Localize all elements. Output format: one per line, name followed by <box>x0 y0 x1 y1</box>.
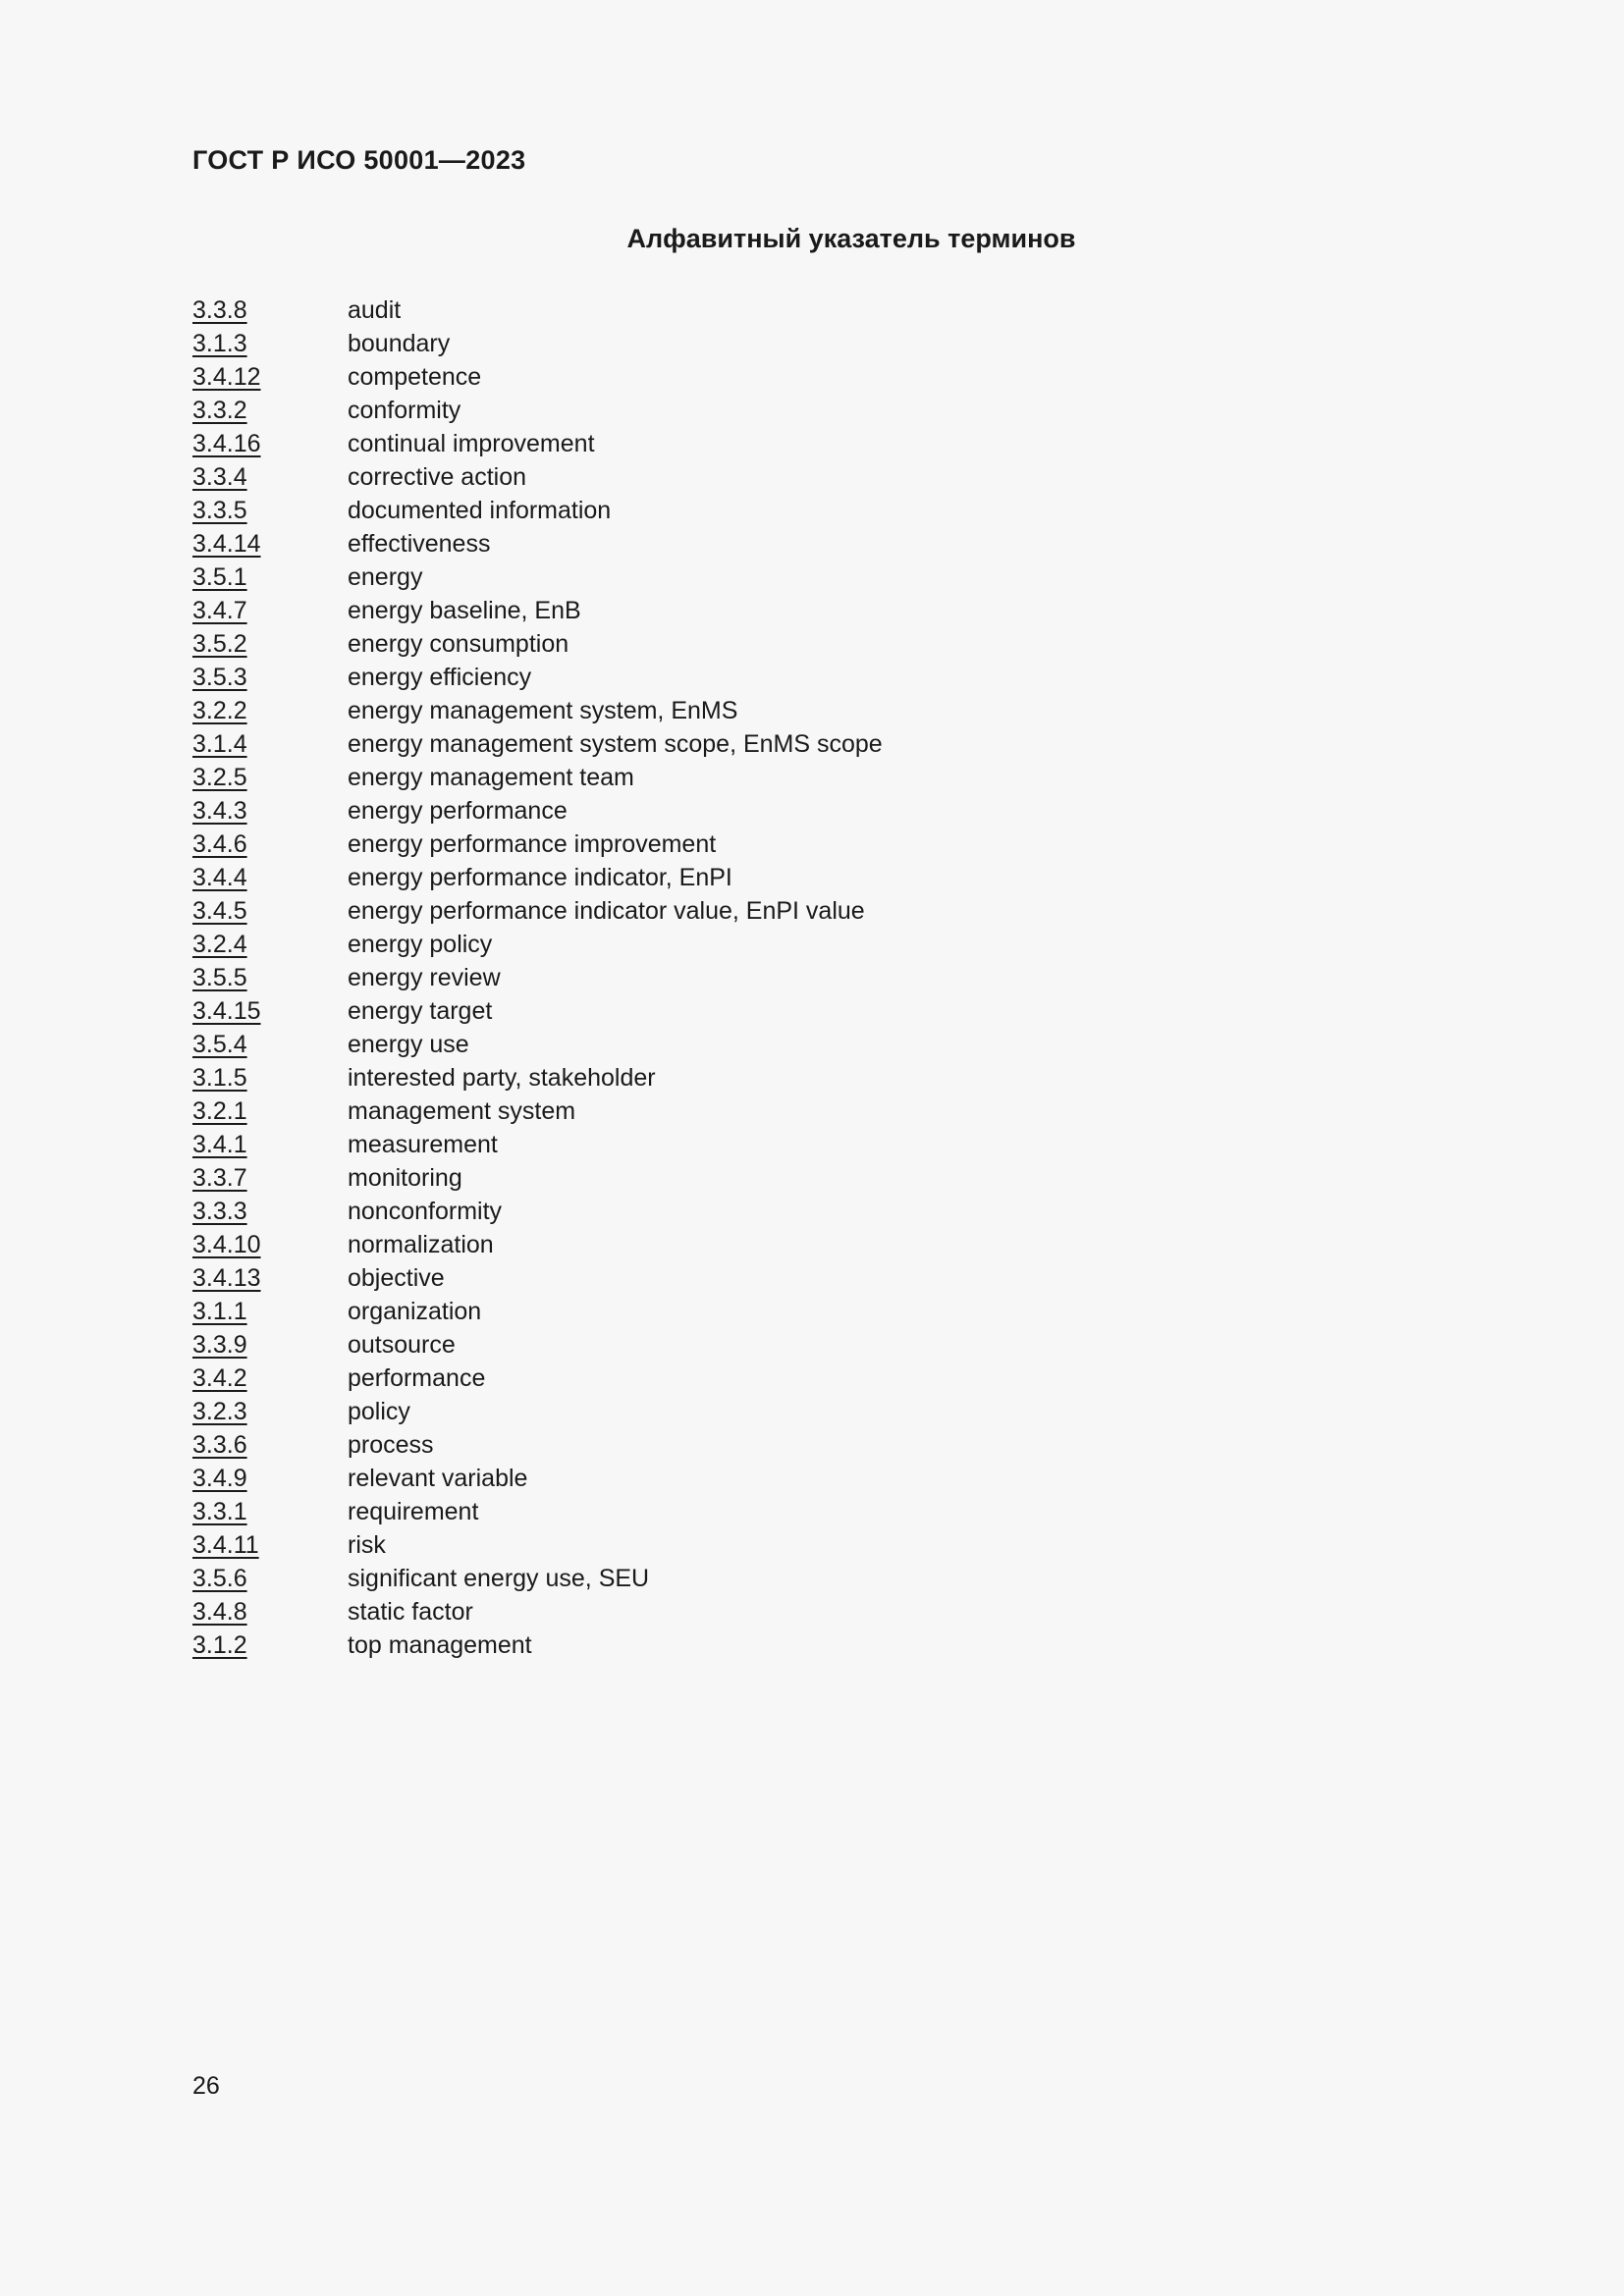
index-ref-link[interactable]: 3.4.7 <box>192 597 247 624</box>
index-ref-link[interactable]: 3.1.3 <box>192 330 247 357</box>
index-term: energy management system scope, EnMS scope <box>348 730 883 758</box>
index-term: policy <box>348 1398 410 1425</box>
index-ref-link[interactable]: 3.4.9 <box>192 1465 247 1492</box>
index-row <box>192 1095 883 1128</box>
index-term: organization <box>348 1298 482 1325</box>
index-row <box>192 794 883 828</box>
index-ref-link[interactable]: 3.1.1 <box>192 1298 247 1325</box>
index-ref-link[interactable]: 3.5.3 <box>192 664 247 691</box>
index-row <box>192 294 883 327</box>
index-ref-link[interactable]: 3.3.7 <box>192 1164 247 1192</box>
index-term: interested party, stakeholder <box>348 1064 656 1092</box>
index-ref-link[interactable]: 3.3.2 <box>192 397 247 424</box>
index-ref-link[interactable]: 3.4.10 <box>192 1231 261 1258</box>
index-ref-link[interactable]: 3.3.8 <box>192 296 247 324</box>
index-term: audit <box>348 296 402 324</box>
index-ref-link[interactable]: 3.3.4 <box>192 463 247 491</box>
index-term: significant energy use, SEU <box>348 1565 650 1592</box>
index-row <box>192 460 883 494</box>
index-ref-link[interactable]: 3.1.5 <box>192 1064 247 1092</box>
index-term: energy consumption <box>348 630 569 658</box>
index-row <box>192 761 883 794</box>
index-ref-link[interactable]: 3.2.2 <box>192 697 247 724</box>
index-term: energy policy <box>348 931 493 958</box>
index-term: energy <box>348 563 423 591</box>
index-ref-link[interactable]: 3.4.2 <box>192 1364 247 1392</box>
page-number: 26 <box>192 2072 220 2100</box>
index-term: boundary <box>348 330 451 357</box>
index-row <box>192 1629 883 1662</box>
index-row <box>192 1028 883 1061</box>
index-term: management system <box>348 1097 576 1125</box>
index-row <box>192 994 883 1028</box>
index-ref-link[interactable]: 3.5.5 <box>192 964 247 991</box>
index-row <box>192 1462 883 1495</box>
index-row <box>192 727 883 761</box>
index-term: effectiveness <box>348 530 491 558</box>
index-term: energy use <box>348 1031 469 1058</box>
index-ref-link[interactable]: 3.4.8 <box>192 1598 247 1626</box>
index-ref-link[interactable]: 3.4.3 <box>192 797 247 825</box>
index-ref-link[interactable]: 3.5.2 <box>192 630 247 658</box>
index-row <box>192 394 883 427</box>
index-row <box>192 694 883 727</box>
index-row <box>192 1195 883 1228</box>
index-ref-link[interactable]: 3.5.6 <box>192 1565 247 1592</box>
index-row <box>192 427 883 460</box>
index-title: Алфавитный указатель терминов <box>626 224 1076 253</box>
index-ref-link[interactable]: 3.2.1 <box>192 1097 247 1125</box>
index-ref-link[interactable]: 3.4.5 <box>192 897 247 925</box>
index-term: process <box>348 1431 434 1459</box>
index-ref-link[interactable]: 3.3.5 <box>192 497 247 524</box>
index-term: conformity <box>348 397 461 424</box>
index-term: energy management system, EnMS <box>348 697 738 724</box>
index-ref-link[interactable]: 3.4.12 <box>192 363 261 391</box>
document-code-header: ГОСТ Р ИСО 50001—2023 <box>192 145 526 175</box>
index-term: energy efficiency <box>348 664 532 691</box>
index-row <box>192 928 883 961</box>
index-row <box>192 1562 883 1595</box>
index-term: energy baseline, EnB <box>348 597 581 624</box>
index-row <box>192 627 883 661</box>
index-term: continual improvement <box>348 430 595 457</box>
index-row <box>192 661 883 694</box>
index-ref-link[interactable]: 3.4.6 <box>192 830 247 858</box>
index-row <box>192 1595 883 1629</box>
index-term: energy performance improvement <box>348 830 717 858</box>
index-ref-link[interactable]: 3.2.4 <box>192 931 247 958</box>
index-term: energy management team <box>348 764 634 791</box>
index-row <box>192 1362 883 1395</box>
index-ref-link[interactable]: 3.4.13 <box>192 1264 261 1292</box>
index-term: nonconformity <box>348 1198 503 1225</box>
index-ref-link[interactable]: 3.1.2 <box>192 1631 247 1659</box>
index-term: normalization <box>348 1231 494 1258</box>
index-row <box>192 1528 883 1562</box>
index-row <box>192 1161 883 1195</box>
index-term: monitoring <box>348 1164 462 1192</box>
index-row <box>192 327 883 360</box>
index-ref-link[interactable]: 3.2.5 <box>192 764 247 791</box>
term-index-list <box>192 294 883 1662</box>
index-row <box>192 1395 883 1428</box>
index-row <box>192 527 883 561</box>
index-row <box>192 861 883 894</box>
index-row <box>192 894 883 928</box>
index-ref-link[interactable]: 3.4.16 <box>192 430 261 457</box>
index-ref-link[interactable]: 3.5.1 <box>192 563 247 591</box>
index-row <box>192 1328 883 1362</box>
index-ref-link[interactable]: 3.4.14 <box>192 530 261 558</box>
index-row <box>192 360 883 394</box>
index-row <box>192 594 883 627</box>
index-term: top management <box>348 1631 532 1659</box>
index-row <box>192 961 883 994</box>
index-row <box>192 1228 883 1261</box>
index-term: competence <box>348 363 482 391</box>
index-row <box>192 1428 883 1462</box>
index-term: energy review <box>348 964 501 991</box>
index-ref-link[interactable]: 3.3.9 <box>192 1331 247 1359</box>
index-ref-link[interactable]: 3.3.3 <box>192 1198 247 1225</box>
index-term: energy performance indicator value, EnPI value <box>348 897 865 925</box>
index-ref-link[interactable]: 3.4.11 <box>192 1531 259 1559</box>
index-ref-link[interactable]: 3.4.1 <box>192 1131 247 1158</box>
index-ref-link[interactable]: 3.1.4 <box>192 730 247 758</box>
index-term: static factor <box>348 1598 473 1626</box>
index-ref-link[interactable]: 3.4.15 <box>192 997 261 1025</box>
index-term: performance <box>348 1364 486 1392</box>
index-term: objective <box>348 1264 445 1292</box>
index-ref-link[interactable]: 3.3.6 <box>192 1431 247 1459</box>
index-term: risk <box>348 1531 386 1559</box>
index-ref-link[interactable]: 3.5.4 <box>192 1031 247 1058</box>
index-term: corrective action <box>348 463 527 491</box>
index-row <box>192 1295 883 1328</box>
index-term: outsource <box>348 1331 456 1359</box>
index-row <box>192 828 883 861</box>
index-row <box>192 1128 883 1161</box>
index-term: requirement <box>348 1498 479 1525</box>
index-row <box>192 561 883 594</box>
index-term: documented information <box>348 497 612 524</box>
index-term: relevant variable <box>348 1465 528 1492</box>
index-term: energy performance indicator, EnPI <box>348 864 732 891</box>
index-row <box>192 494 883 527</box>
index-row <box>192 1261 883 1295</box>
index-ref-link[interactable]: 3.2.3 <box>192 1398 247 1425</box>
index-term: energy target <box>348 997 493 1025</box>
index-term: measurement <box>348 1131 498 1158</box>
index-row <box>192 1495 883 1528</box>
index-term: energy performance <box>348 797 568 825</box>
index-row <box>192 1061 883 1095</box>
index-ref-link[interactable]: 3.4.4 <box>192 864 247 891</box>
index-ref-link[interactable]: 3.3.1 <box>192 1498 247 1525</box>
